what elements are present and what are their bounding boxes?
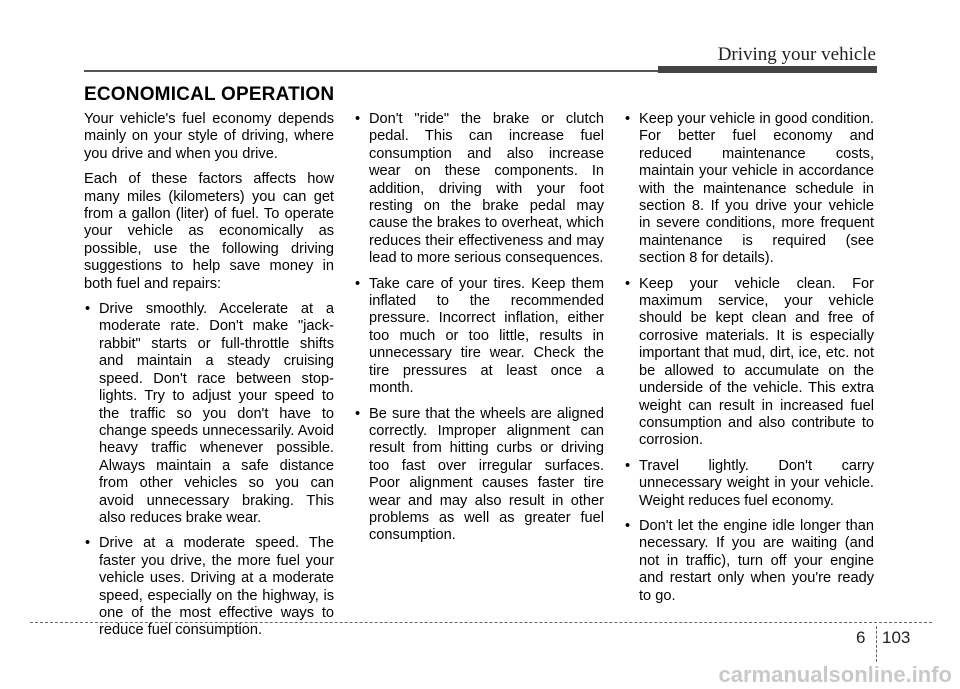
page-number: 103 — [882, 628, 911, 647]
bullet-icon: • — [85, 535, 91, 552]
text-column-1 — [84, 111, 334, 648]
header-rule-accent — [658, 66, 877, 73]
footer-rule — [30, 622, 932, 623]
bullet-icon: • — [625, 457, 631, 474]
page-number-divider — [876, 626, 877, 662]
list-item: • Don't let the engine idle longer than necessary. If you are waiting (and not in traffic), turn off your engine and restart only when you're ready to go. — [625, 517, 874, 604]
list-item: • Keep your vehicle in good condition. For better fuel economy and reduced maintenance costs, maintain your vehicle in accordance with the maintenance schedule in section 8. If you drive your vehicle in severe conditions, more frequent maintenance is required (see section 8 for details). — [625, 111, 874, 267]
text-column-2 — [354, 111, 604, 553]
text-column-3 — [624, 111, 874, 613]
chapter-number: 6 — [856, 628, 866, 647]
paragraph: Your vehicle's fuel economy depends mainly on your style of driving, where you drive and when you drive. — [84, 111, 334, 162]
watermark: carmanualsonline.info — [718, 662, 952, 687]
list-item: • Drive at a moderate speed. The faster you drive, the more fuel your vehicle uses. Driving at a moderate speed, especially on the highway, is one of the most effective ways to reduce fuel consumption. — [85, 535, 334, 639]
list-item: • Drive smoothly. Accelerate at a moderate rate. Don't make "jack-rabbit" starts or full-throttle shifts and maintain a steady cruising speed. Don't race between stop-lights. Try to adjust your speed to the traffic so you don't have to change speeds unnecessarily. Avoid heavy traffic whenever possible. Always maintain a safe distance from other vehicles so you can avoid unnecessary braking. This also reduces brake wear. — [85, 301, 334, 526]
list-item: • Travel lightly. Don't carry unnecessary weight in your vehicle. Weight reduces fuel economy. — [625, 457, 874, 509]
chapter-header-title: Driving your vehicle — [717, 44, 876, 65]
bullet-icon: • — [625, 111, 631, 127]
bullet-icon: • — [355, 111, 361, 127]
bullet-icon: • — [355, 275, 361, 292]
bullet-list — [624, 111, 874, 605]
list-item: • Be sure that the wheels are aligned correctly. Improper alignment can result from hitting curbs or driving too fast over irregular surfaces. Poor alignment causes faster tire wear and may also result in other problems as well as greater fuel consumption. — [355, 405, 604, 544]
section-title: ECONOMICAL OPERATION — [84, 84, 335, 105]
bullet-list — [84, 301, 334, 640]
paragraph: Each of these factors affects how many miles (kilometers) you can get from a gallon (liter) of fuel. To operate your vehicle as economically as possible, use the following driving suggestions to help save money in both fuel and repairs: — [84, 171, 334, 292]
bullet-icon: • — [355, 405, 361, 422]
list-item: • Keep your vehicle clean. For maximum service, your vehicle should be kept clean and free of corrosive materials. It is especially important that mud, dirt, ice, etc. not be allowed to accumulate on the underside of the vehicle. This extra weight can result in increased fuel consumption and also contribute to corrosion. — [625, 275, 874, 449]
list-item: • Don't "ride" the brake or clutch pedal. This can increase fuel consumption and also increase wear on these components. In addition, driving with your foot resting on the brake pedal may cause the brakes to overheat, which reduces their effectiveness and may lead to more serious consequences. — [355, 111, 604, 267]
bullet-icon: • — [625, 275, 631, 292]
bullet-list — [354, 111, 604, 545]
bullet-icon: • — [85, 301, 91, 318]
bullet-icon: • — [625, 517, 631, 534]
list-item: • Take care of your tires. Keep them inflated to the recommended pressure. Incorrect inflation, either too much or too little, results in unnecessary tire wear. Check the tire pressures at least once a month. — [355, 275, 604, 397]
header-rule — [84, 70, 658, 72]
